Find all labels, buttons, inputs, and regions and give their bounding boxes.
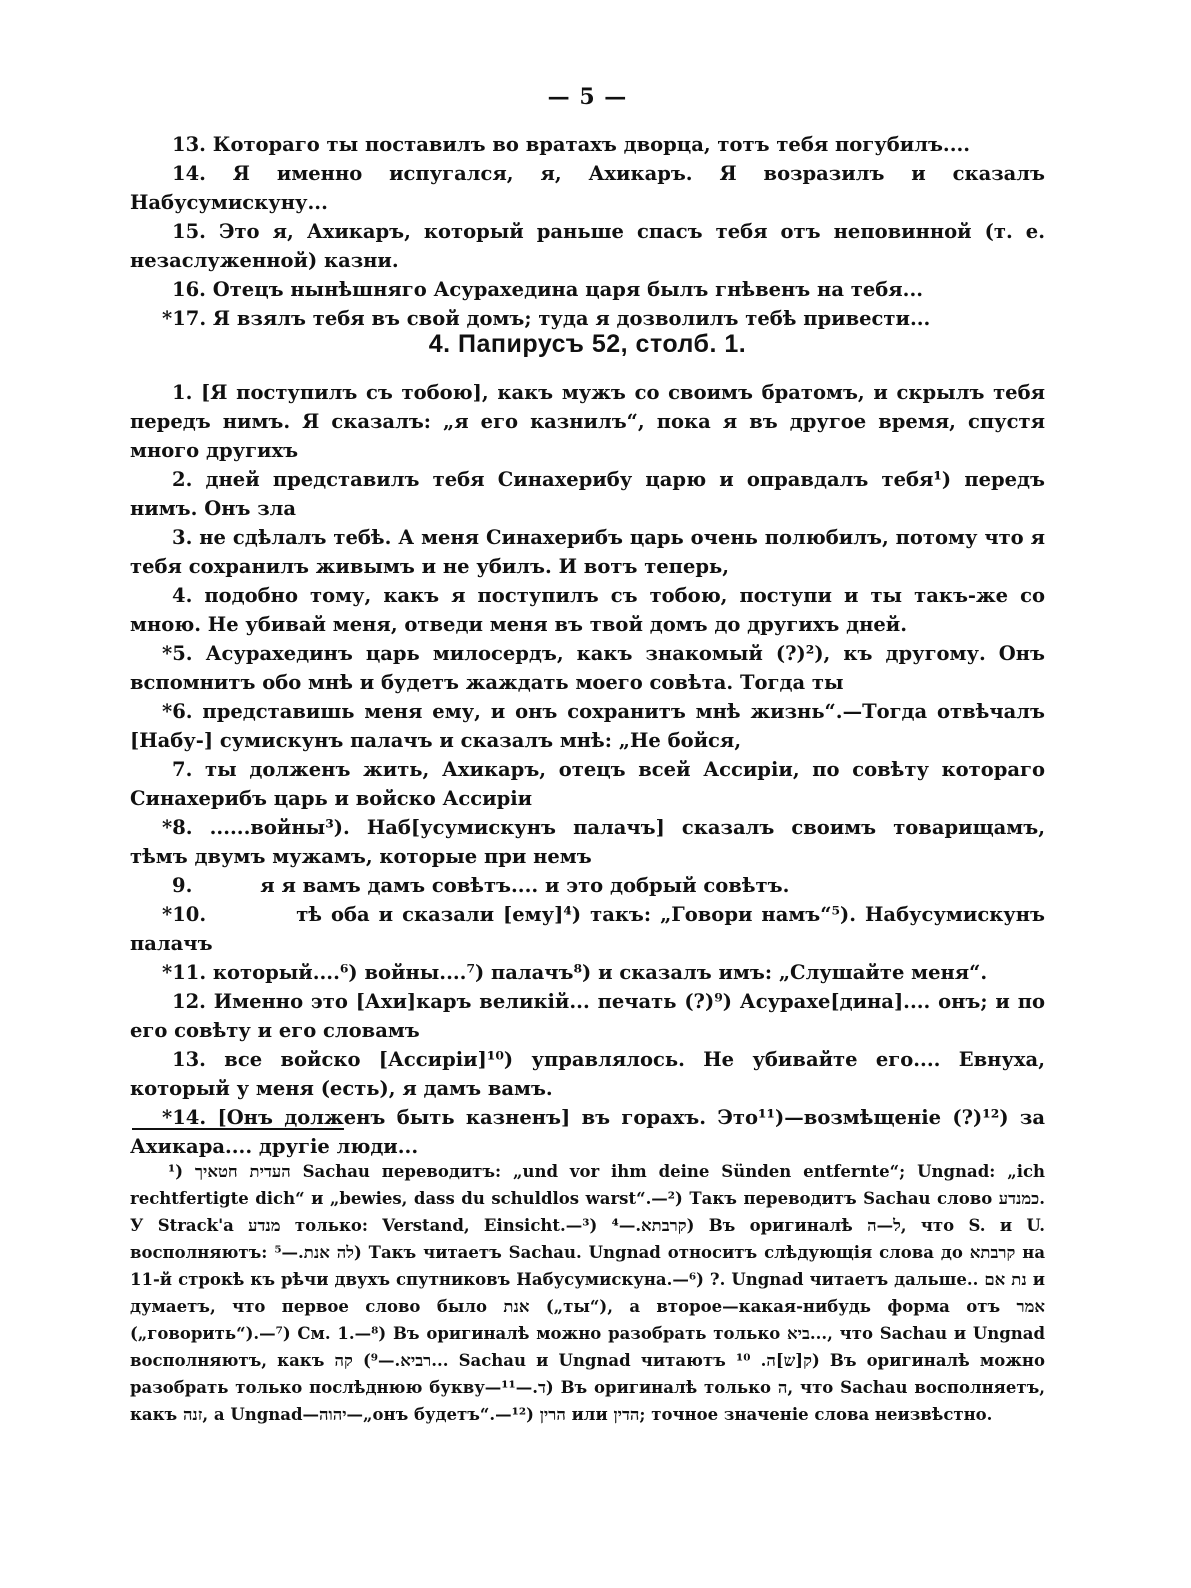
top-lines: [130, 130, 1045, 333]
text-line: 14. Я именно испугался, я, Ахикаръ. Я возразилъ и сказалъ Набусумискуну...: [130, 162, 1045, 214]
text-line: *11. который....⁶) войны....⁷) палачъ⁸) и сказалъ имъ: „Слушайте меня“.: [162, 961, 988, 984]
footnotes: [130, 1158, 1045, 1428]
text-line: 2. дней представилъ тебя Синахерибу царю и оправдалъ тебя¹) передъ нимъ. Онъ зла: [130, 468, 1045, 520]
text-line: *8. ......войны³). Наб[усумискунъ палачъ] сказалъ своимъ товарищамъ, тѣмъ двумъ мужамъ, которые при немъ: [130, 816, 1045, 868]
footnote-divider: [132, 1128, 344, 1130]
text-line: 3. не сдѣлалъ тебѣ. А меня Синахерибъ царь очень полюбилъ, потому что я тебя сохранилъ живымъ и не убилъ. И вотъ теперь,: [130, 526, 1045, 578]
text-line: 4. подобно тому, какъ я поступилъ съ тобою, поступи и ты такъ-же со мною. Не убивай меня, отведи меня въ твой домъ до другихъ дней.: [130, 584, 1045, 636]
text-line: *10. тѣ оба и сказали [ему]⁴) такъ: „Говори намъ“⁵). Набусумискунъ палачъ: [130, 903, 1052, 955]
text-line: *17. Я взялъ тебя въ свой домъ; туда я дозволилъ тебѣ привести...: [162, 307, 931, 330]
text-line: *5. Асурахединъ царь милосердъ, какъ знакомый (?)²), къ другому. Онъ вспомнитъ обо мнѣ и будетъ жаждать моего совѣта. Тогда ты: [130, 642, 1045, 694]
text-line: 15. Это я, Ахикаръ, который раньше спасъ тебя отъ неповинной (т. е. незаслуженной) казни.: [130, 220, 1045, 272]
text-line: 13. Котораго ты поставилъ во вратахъ дворца, тотъ тебя погубилъ....: [172, 133, 971, 156]
text-line: 9. я я вамъ дамъ совѣтъ.... и это добрый совѣтъ.: [172, 874, 790, 897]
section-heading: 4. Папирусъ 52, столб. 1.: [428, 330, 747, 358]
page-number: — 5 —: [547, 84, 628, 110]
text-line: 1. [Я поступилъ съ тобою], какъ мужъ со своимъ братомъ, и скрылъ тебя передъ нимъ. Я сказалъ: „я его казнилъ“, пока я въ другое время, спустя много другихъ: [130, 381, 1045, 462]
footnote-text: ¹) העדית חטאיך Sachau переводитъ: „und vor ihm deine Sünden entfernte“; Ungnad: „ich rechtfertigte dich“ и „bewies, dass du schuldlos warst“.—²) Такъ переводитъ Sachau слово כמנדע. У Strack'a מנדע только: Verstand, Einsicht.—³) קרבתא.—⁴) Въ оригиналѣ ל—ה, что S. и U. восполняютъ: לה אנת.—⁵) Такъ читаетъ Sachau. Ungnad относитъ слѣдующія слова до קרבתא на 11-й строкѣ къ рѣчи двухъ спутниковъ Набусумискуна.—⁶) ?. Ungnad читаетъ дальше.. נת אם и думаетъ, что первое слово было אנת („ты“), а второе—какая-нибудь форма отъ אמר („говорить“).—⁷) См. 1.—⁸) Въ оригиналѣ можно разобрать только ביא..., что Sachau и Ungnad восполняютъ, какъ רביא.—⁹) קה... Sachau и Ungnad читаютъ ק[ש]ה. ¹⁰) Въ оригиналѣ можно разобрать только послѣднюю букву—ד.—¹¹) Въ оригиналѣ только ה, что Sachau восполняетъ, какъ זנה, а Ungnad—יהוה—„онъ будетъ“.—¹²) הרין или הדין; точное значеніе слова неизвѣстно.: [130, 1162, 1046, 1424]
text-line: 13. все войско [Ассиріи]¹⁰) управлялось. Не убивайте его.... Евнуха, который у меня (есть), я дамъ вамъ.: [130, 1048, 1045, 1100]
text-line: *14. [Онъ долженъ быть казненъ] въ горахъ. Это¹¹)—возмѣщеніе (?)¹²) за Ахикара.... другіе люди...: [130, 1106, 1045, 1158]
papyrus-lines: [130, 378, 1052, 1161]
text-line: 7. ты долженъ жить, Ахикаръ, отецъ всей Ассиріи, по совѣту котораго Синахерибъ царь и войско Ассиріи: [130, 758, 1045, 810]
text-line: 16. Отецъ нынѣшняго Асурахедина царя былъ гнѣвенъ на тебя...: [172, 278, 924, 301]
text-line: 12. Именно это [Ахи]каръ великій... печать (?)⁹) Асурахе[дина].... онъ; и по его совѣту и его словамъ: [130, 990, 1045, 1042]
text-line: *6. представишь меня ему, и онъ сохранитъ мнѣ жизнь“.—Тогда отвѣчалъ [Набу-] сумискунъ палачъ и сказалъ мнѣ: „Не бойся,: [130, 700, 1045, 752]
